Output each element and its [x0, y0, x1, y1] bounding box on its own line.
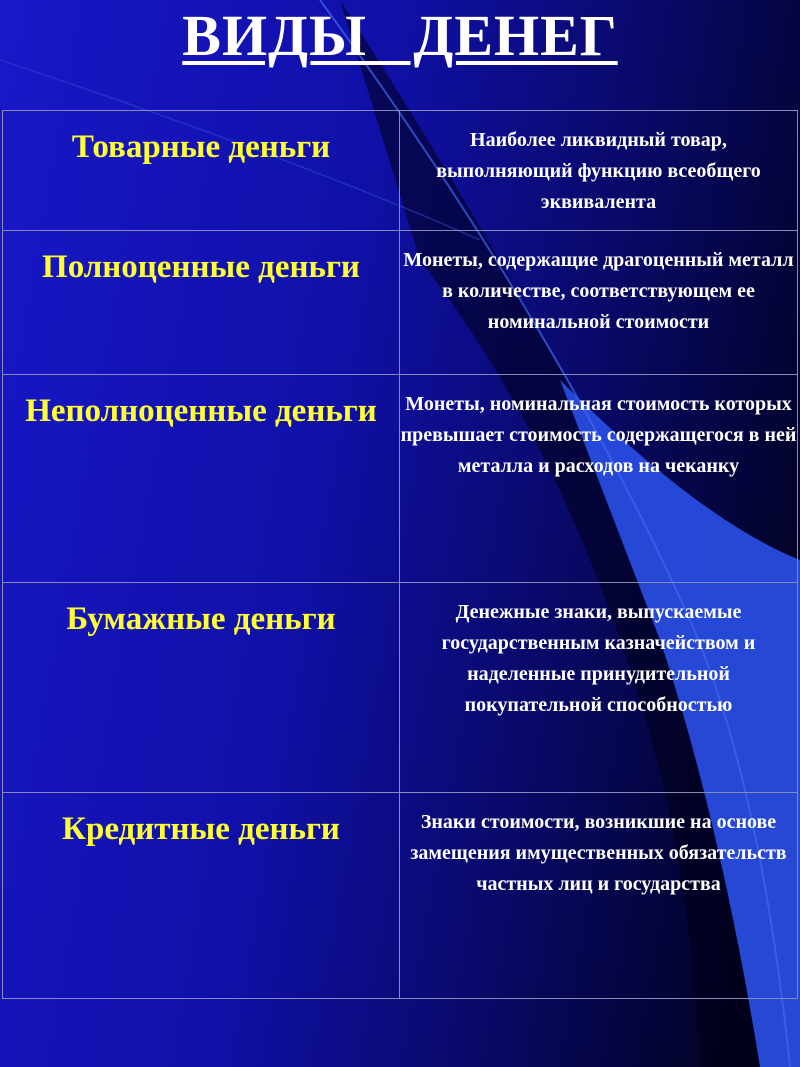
table-row [3, 231, 798, 375]
term-cell: Полноценные деньги [3, 231, 400, 375]
term-cell: Кредитные деньги [3, 793, 400, 999]
table-row [3, 375, 798, 583]
table-row [3, 111, 798, 231]
description-cell: Знаки стоимости, возникшие на основе замещения имущественных обязательств частных лиц и государства [400, 793, 798, 999]
description-cell: Монеты, номинальная стоимость которых превышает стоимость содержащегося в ней металла и расходов на чеканку [400, 375, 798, 583]
table-row [3, 793, 798, 999]
page-title: ВИДЫ ДЕНЕГ [182, 3, 618, 68]
term-cell: Товарные деньги [3, 111, 400, 231]
term-cell: Неполноценные деньги [3, 375, 400, 583]
description-cell: Денежные знаки, выпускаемые государственным казначейством и наделенные принудительной покупательной способностью [400, 583, 798, 793]
money-types-table [2, 110, 798, 999]
description-cell: Наиболее ликвидный товар, выполняющий функцию всеобщего эквивалента [400, 111, 798, 231]
table-row [3, 583, 798, 793]
description-cell: Монеты, содержащие драгоценный металл в количестве, соответствующем ее номинальной стоимости [400, 231, 798, 375]
term-cell: Бумажные деньги [3, 583, 400, 793]
